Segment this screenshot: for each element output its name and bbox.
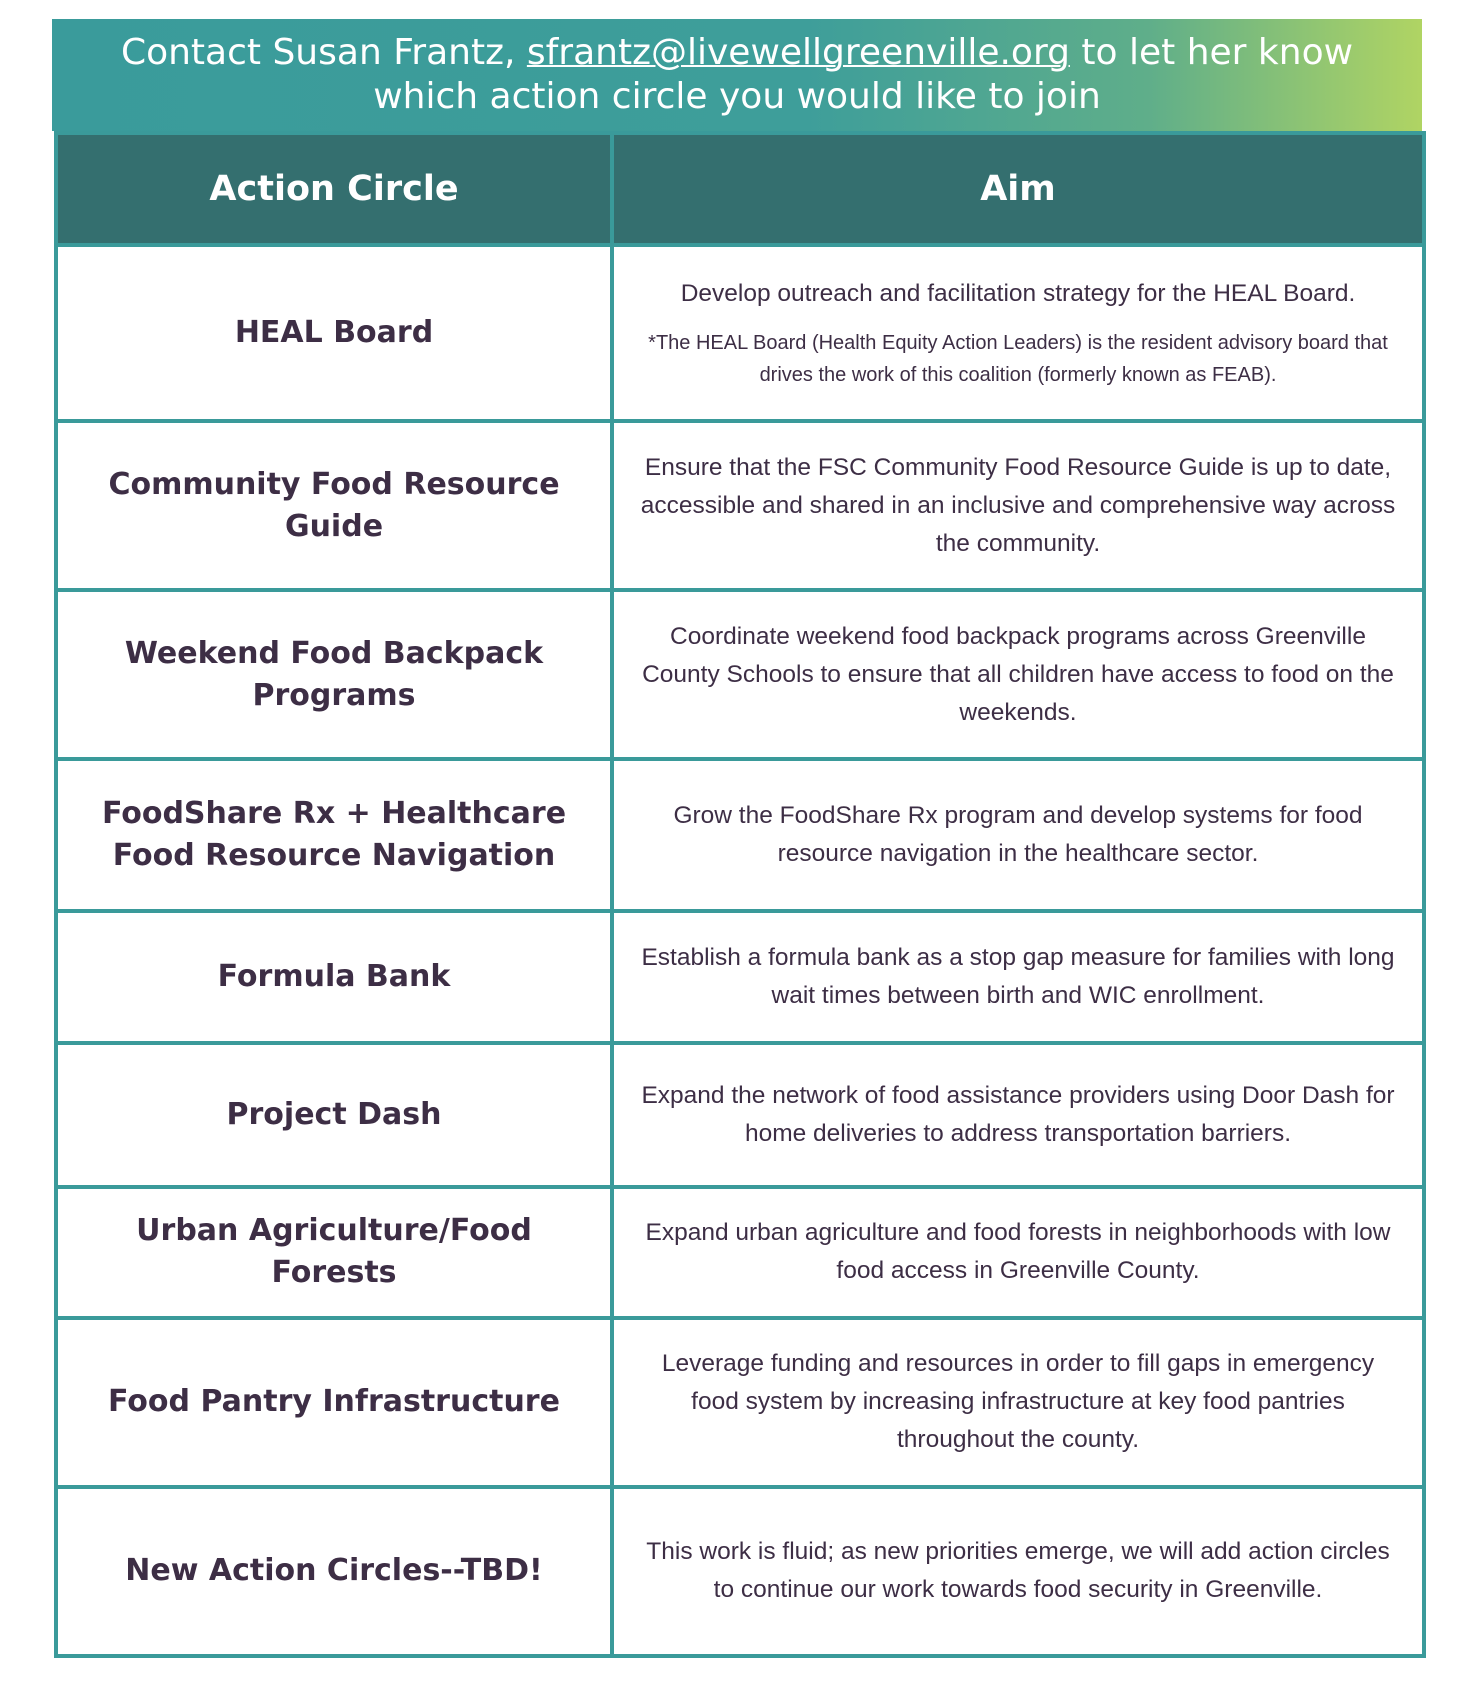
action-circles-table — [54, 131, 1426, 1658]
table-row — [56, 590, 1424, 759]
table-row — [56, 911, 1424, 1042]
table-row — [56, 1043, 1424, 1187]
banner-prefix: Contact Susan Frantz, — [120, 32, 527, 73]
aim-text: Ensure that the FSC Community Food Resource Guide is up to date, accessible and shared in an inclusive and comprehensive way across the community. — [612, 421, 1424, 590]
action-circle-name: Formula Bank — [56, 911, 612, 1042]
aim-text: Expand the network of food assistance providers using Door Dash for home deliveries to address transportation barriers. — [612, 1043, 1424, 1187]
table-row — [56, 1318, 1424, 1487]
table-header-row — [56, 133, 1424, 245]
aim-text: Grow the FoodShare Rx program and develop systems for food resource navigation in the healthcare sector. — [612, 759, 1424, 911]
header-aim: Aim — [612, 133, 1424, 245]
action-circle-name: Urban Agriculture/Food Forests — [56, 1187, 612, 1318]
action-circle-name: Project Dash — [56, 1043, 612, 1187]
aim-text: Expand urban agriculture and food forests in neighborhoods with low food access in Greenville County. — [612, 1187, 1424, 1318]
table-row — [56, 759, 1424, 911]
action-circle-name: Food Pantry Infrastructure — [56, 1318, 612, 1487]
banner-suffix: to let her know — [1069, 32, 1354, 73]
action-circle-name: Community Food Resource Guide — [56, 421, 612, 590]
action-circle-name: HEAL Board — [56, 245, 612, 421]
table-row — [56, 245, 1424, 421]
action-circle-name: New Action Circles--TBD! — [56, 1487, 612, 1656]
header-action-circle: Action Circle — [56, 133, 612, 245]
action-circle-name: Weekend Food Backpack Programs — [56, 590, 612, 759]
aim-cell — [612, 245, 1424, 421]
aim-text: Coordinate weekend food backpack programs across Greenville County Schools to ensure that all children have access to food on the weekends. — [612, 590, 1424, 759]
aim-text: Establish a formula bank as a stop gap measure for families with long wait times between birth and WIC enrollment. — [612, 911, 1424, 1042]
banner-line-1 — [121, 31, 1353, 75]
contact-email-link[interactable]: sfrantz@livewellgreenville.org — [526, 32, 1070, 73]
aim-text: Develop outreach and facilitation strategy for the HEAL Board. — [680, 280, 1356, 308]
table-row — [56, 421, 1424, 590]
contact-banner — [52, 19, 1422, 131]
table-row — [56, 1487, 1424, 1656]
aim-text: This work is fluid; as new priorities emerge, we will add action circles to continue our work towards food security in Greenville. — [612, 1487, 1424, 1656]
aim-footnote: *The HEAL Board (Health Equity Action Leaders) is the resident advisory board that drives the work of this coalition (formerly known as FEAB). — [648, 332, 1388, 387]
table-row — [56, 1187, 1424, 1318]
action-circle-name: FoodShare Rx + Healthcare Food Resource Navigation — [56, 759, 612, 911]
aim-text: Leverage funding and resources in order to fill gaps in emergency food system by increasing infrastructure at key food pantries throughout the county. — [612, 1318, 1424, 1487]
banner-line-2: which action circle you would like to join — [373, 76, 1101, 117]
